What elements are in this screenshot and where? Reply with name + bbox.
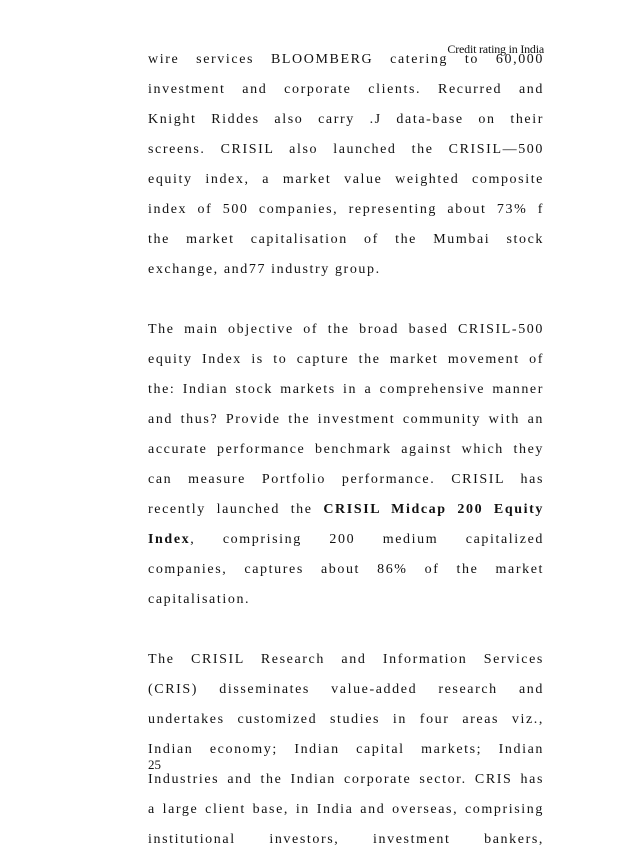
- paragraph-gap: [148, 285, 544, 315]
- paragraph-gap: [148, 615, 544, 645]
- paragraph-3: [148, 645, 544, 855]
- text-line: wire services BLOOMBERG catering to 60,000: [148, 52, 544, 67]
- text-line: a large client base, in India and overseas, comprising: [148, 802, 544, 817]
- text-line: the market capitalisation of the Mumbai stock: [148, 232, 544, 247]
- paragraph-1: [148, 45, 544, 285]
- text-line: companies, captures about 86% of the market: [148, 562, 544, 577]
- index-name-bold: CRISIL Midcap 200 Equity: [323, 502, 544, 517]
- text-line: The CRISIL Research and Information Services: [148, 652, 544, 667]
- text-line: Knight Riddes also carry .J data-base on their: [148, 112, 544, 127]
- text-line: and thus? Provide the investment community with an: [148, 412, 544, 427]
- text-line: undertakes customized studies in four areas viz.,: [148, 712, 544, 727]
- text-line: accurate performance benchmark against which they: [148, 442, 544, 457]
- text-line: (CRIS) disseminates value-added research and: [148, 682, 544, 697]
- text-line: index of 500 companies, representing about 73% f: [148, 202, 544, 217]
- text-line: equity index, a market value weighted composite: [148, 172, 544, 187]
- text-line: The main objective of the broad based CRISIL-500: [148, 322, 544, 337]
- index-name-bold: Index: [148, 532, 191, 547]
- text-line-with-bold: [148, 495, 544, 525]
- text-line: capitalisation.: [148, 592, 251, 607]
- paragraph-2: [148, 315, 544, 615]
- page-number: 25: [148, 757, 161, 772]
- body-text: [148, 45, 544, 855]
- text-line: exchange, and77 industry group.: [148, 262, 381, 277]
- text-line: can measure Portfolio performance. CRISIL has: [148, 472, 544, 487]
- text-line: institutional investors, investment bankers,: [148, 832, 544, 847]
- text-line: investment and corporate clients. Recurred and: [148, 82, 544, 97]
- text-line: the: Indian stock markets in a comprehensive manner: [148, 382, 544, 397]
- text-line-with-bold: [148, 525, 544, 555]
- text-line: equity Index is to capture the market movement of: [148, 352, 544, 367]
- running-header: Credit rating in India: [447, 42, 544, 56]
- text-segment: , comprising 200 medium capitalized: [190, 532, 544, 547]
- text-line: Indian economy; Indian capital markets; Indian: [148, 742, 544, 757]
- text-line: screens. CRISIL also launched the CRISIL—500: [148, 142, 544, 157]
- text-segment: recently launched the: [148, 502, 324, 517]
- text-line: Industries and the Indian corporate sector. CRIS has: [148, 772, 544, 787]
